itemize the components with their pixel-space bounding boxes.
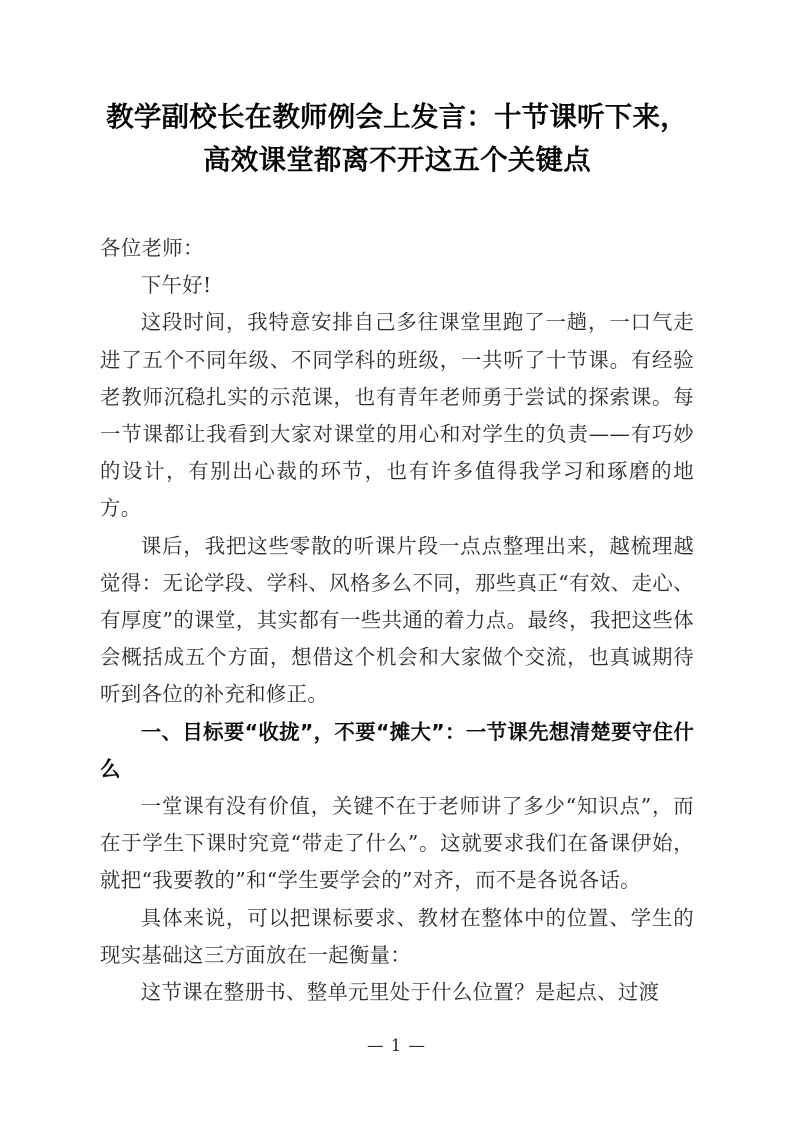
- title-spacer: [100, 182, 694, 230]
- page-number: — 1 —: [367, 1036, 426, 1055]
- section-heading-1: 一、目标要“收拢”，不要“摊大”：一节课先想清楚要守住什么: [100, 719, 694, 781]
- body-paragraph-3: 一堂课有没有价值，关键不在于老师讲了多少“知识点”，而在于学生下课时究竟“带走了什么”。这就要求我们在备课伊始，就把“我要教的”和“学生要学会的”对齐，而不是各说各话。: [100, 794, 694, 893]
- greeting-paragraph: 下午好!: [140, 273, 212, 298]
- page-title: 教学副校长在教师例会上发言：十节课听下来，高效课堂都离不开这五个关键点: [106, 101, 688, 176]
- body-paragraph-5: 这节课在整册书、整单元里处于什么位置？是起点、过渡: [140, 980, 660, 1005]
- body-paragraph-2: 课后，我把这些零散的听课片段一点点整理出来，越梳理越觉得：无论学段、学科、风格多么不同，那些真正“有效、走心、有厚度”的课堂，其实都有一些共通的着力点。最终，我把这些体会概括成五个方面，想借这个机会和大家做个交流，也真诚期待听到各位的补充和修正。: [100, 533, 694, 707]
- salutation-paragraph: 各位老师：: [100, 236, 204, 260]
- body-paragraph-4: 具体来说，可以把课标要求、教材在整体中的位置、学生的现实基础这三方面放在一起衡量：: [100, 905, 694, 967]
- body-paragraph-1: 这段时间，我特意安排自己多往课堂里跑了一趟，一口气走进了五个不同年级、不同学科的班级，一共听了十节课。有经验老教师沉稳扎实的示范课，也有青年老师勇于尝试的探索课。每一节课都让我看到大家对课堂的用心和对学生的负责——有巧妙的设计，有别出心裁的环节，也有许多值得我学习和琢磨的地方。: [100, 310, 694, 521]
- document-content: [100, 96, 694, 1011]
